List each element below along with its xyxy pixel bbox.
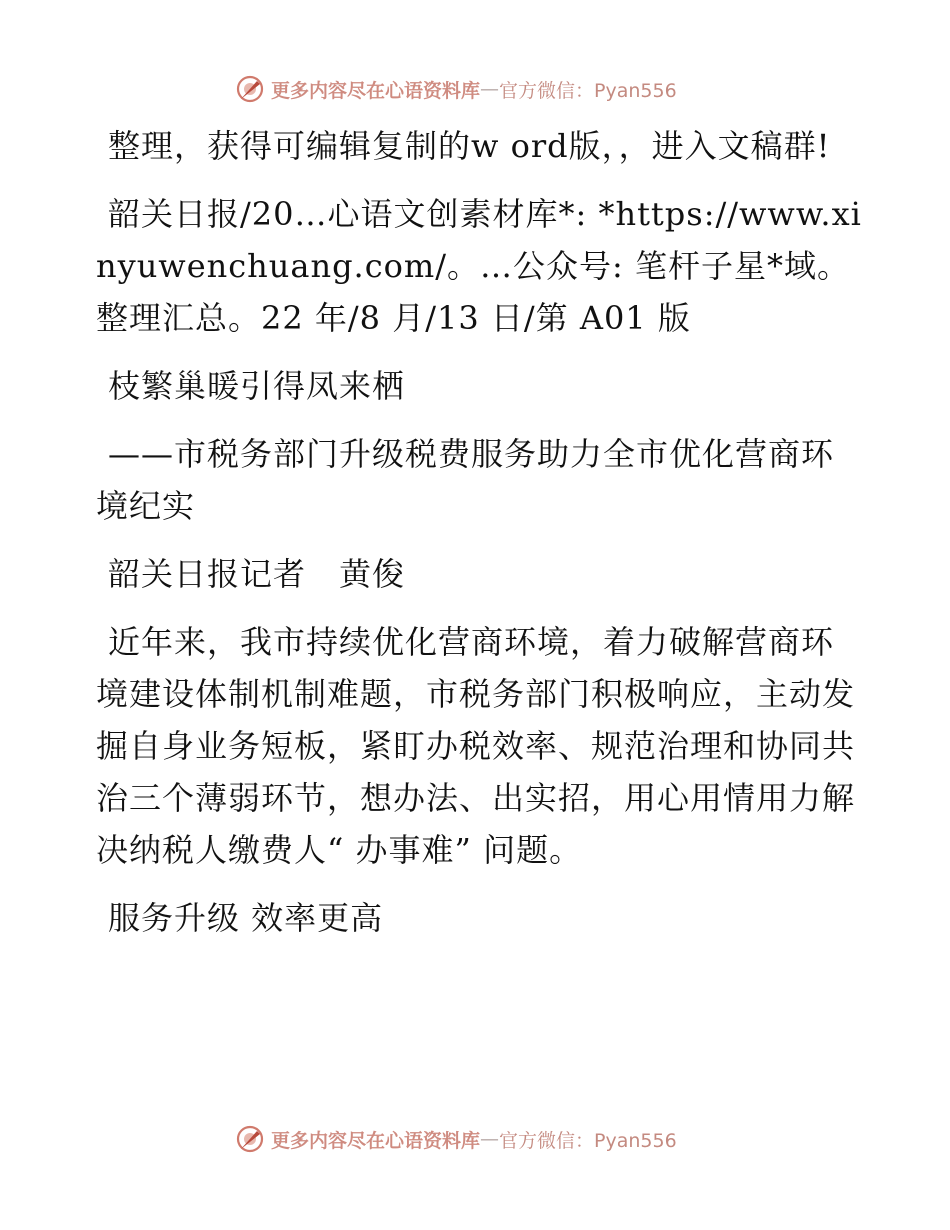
paragraph-text: 服务升级 效率更高 (108, 899, 384, 937)
quill-circle-icon (235, 74, 265, 104)
document-body (96, 120, 866, 960)
watermark-title: 更多内容尽在心语资料库 (271, 1129, 481, 1152)
watermark-separator: — (480, 1128, 500, 1150)
watermark-wechat: 官方微信：Pyan556 (499, 79, 677, 102)
quill-circle-icon (235, 1124, 265, 1154)
section-heading (96, 892, 866, 944)
byline (96, 548, 866, 600)
paragraph-text: 韶关日报/20…心语文创素材库*: *https://www.xinyuwenchuang.com/。…公众号: 笔杆子星*域。整理汇总。22 年/8 月/13 日/第 A01 版 (96, 195, 862, 337)
paragraph-text: 韶关日报记者 黄俊 (108, 555, 406, 593)
watermark-wechat: 官方微信：Pyan556 (499, 1129, 677, 1152)
paragraph-body (96, 616, 866, 876)
article-subtitle (96, 428, 866, 532)
paragraph-text: 近年来，我市持续优化营商环境，着力破解营商环境建设体制机制难题，市税务部门积极响应，主动发掘自身业务短板，紧盯办税效率、规范治理和协同共治三个薄弱环节，想办法、出实招，用心用情用力解决纳税人缴费人“ 办事难” 问题。 (96, 623, 856, 869)
watermark-title: 更多内容尽在心语资料库 (271, 79, 481, 102)
article-title (96, 360, 866, 412)
paragraph-text: ——市税务部门升级税费服务助力全市优化营商环境纪实 (96, 435, 835, 525)
header-watermark (235, 72, 715, 106)
paragraph-text: 枝繁巢暖引得凤来栖 (108, 367, 406, 405)
paragraph-text: 整理，获得可编辑复制的w ord版，，进入文稿群! (108, 127, 831, 165)
watermark-separator: — (480, 78, 500, 100)
paragraph-source (96, 188, 866, 344)
paragraph-intro (96, 120, 866, 172)
footer-watermark (235, 1122, 715, 1156)
